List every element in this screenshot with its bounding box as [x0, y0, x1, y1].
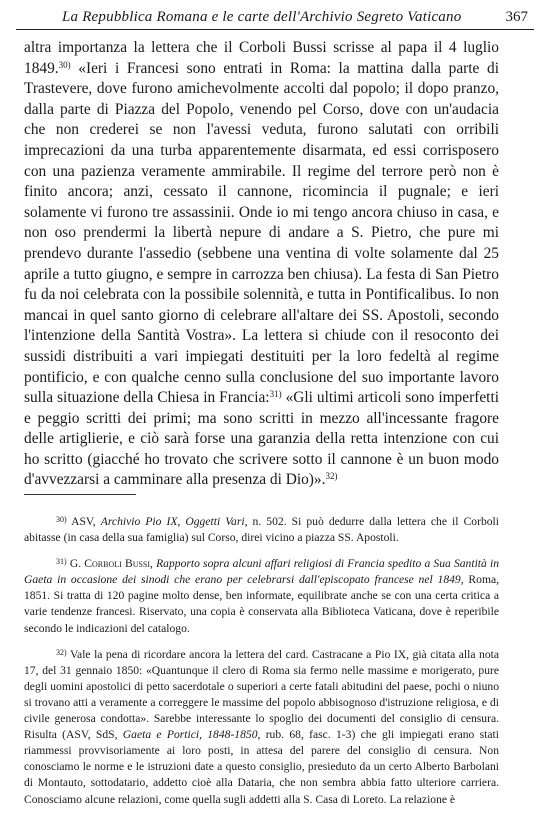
footnote-31	[24, 556, 499, 636]
body-text-segment: «Ieri i Francesi sono entrati in Roma: la mattina dalla parte di Trastevere, dove furono amichevolmente accolti dal popolo; il dopo pranzo, dalla parte di Piazza del Popolo, venendo pel Corso, dove con un'audacia che non crederei se non l'avessi veduta, furono salutati con orribili imprecazioni da una turba apparentemente disarmata, ed essi corrisposero con una pazienza veramente ammirabile. Il regime del terrore però non è finito ancora; anzi, cessato il cannone, ricomincia il pugnale; e ieri solamente vi furono tre assassinii. Onde io mi tengo ancora chiuso in casa, e non oso prendermi la libertà nepure di andare a S. Pietro, che pure mi prendevo durante l'assedio (sebbene una ventina di volte solamente dal 25 aprile a tutto giugno, e sempre in carrozza ben chiusa). La festa di San Pietro fu da noi celebrata con la possibile solennità, e tutta in Pontificalibus. Io non mancai in quel santo giorno di celebrare all'altare dei SS. Apostoli, secondo l'intenzione della Santità Vostra». La lettera si chiude con il resoconto dei sussidi distribuiti a vari impiegati destituiti per la loro fedeltà al regime pontificio, e con qualche cenno sulla conclusione del suo importante lavoro sulla situazione della Chiesa in Francia:	[24, 59, 499, 407]
footnote-archive-title: Archivio Pio IX, Oggetti Vari	[100, 515, 245, 528]
body-text-segment: «Gli ultimi articoli sono imperfetti e peggio scritti dei primi; ma sono scritti in mezzo all'incessante fragore delle artiglierie, e ciò sarà forse una garanzia della retta intenzione con cui ho scritto (giacché ho trovato che scrivere sotto il cannone è un buon modo d'avvezzarsi a camminare alla presenza di Dio)».	[24, 389, 499, 489]
page-number: 367	[505, 9, 528, 25]
footnote-text: , n. 502. Si può dedurre dalla lettera che il Corboli abitasse (in casa della sua famiglia) sul Corso, direi vicino a piazza SS. Apostoli.	[24, 515, 499, 545]
running-head	[16, 7, 534, 30]
footnote-number: 31)	[56, 557, 67, 567]
footnote-text: , rub. 68, fasc. 1-3) che gli impiegati erano stati riammessi provvisoriamente ai loro posti, in attesa del parere del consiglio di censura. Non conosciamo le norme e le istruzioni date a questo consiglio, presieduto da un certo Alberto Barbolani di Montauto, sottodatario, addetto cioè alla Dataria, che non sembra abbia fatto ulteriore carriera. Conosciamo alcune relazioni, come quella sugli addetti alla S. Casa di Loreto. La relazione è	[24, 728, 499, 806]
body-text-segment: altra importanza la lettera che il Corboli Bussi scrisse al papa il 4 luglio 1849.	[24, 39, 499, 77]
footnote-ref-31[interactable]: 31)	[269, 389, 282, 400]
footnote-separator	[24, 494, 136, 495]
footnote-text: ASV,	[66, 515, 101, 528]
footnote-32	[24, 647, 499, 808]
footnote-ref-32[interactable]: 32)	[325, 471, 338, 482]
footnotes	[24, 514, 499, 818]
footnote-series-title: Gaeta e Portici, 1848-1850	[122, 728, 258, 742]
footnote-text: , Roma, 1851. Si tratta di 120 pagine molto dense, ben informate, equilibrate anche se con una certa critica a varie tendenze francesi. Riservato, una copia è conservata alla Biblioteca Vaticana, dove è reperibile secondo le indicazioni del catalogo.	[24, 573, 500, 635]
footnote-text: G.	[66, 557, 85, 571]
body-paragraph	[24, 38, 499, 491]
footnote-text: Vale la pena di ricordare ancora la lettera del card. Castracane a Pio IX, già citata alla nota 17, del 31 gennaio 1850: «Quantunque il clero di Roma sia fermo nelle massime e morigerato, pure degli uomini apostolici di petto sacerdotale o superiori a certe fatali abitudini del paese, pochi o niuno si trovano atti a veramente a correggere le massime del popolo abbisognoso d'istruzione religiosa, e di civile generosa condotta». Sarebbe interessante lo spoglio dei documenti del consiglio di censura. Risulta (ASV, SdS,	[24, 647, 499, 742]
footnote-author: Corboli Bussi	[84, 557, 151, 571]
footnote-30	[24, 514, 499, 546]
footnote-number: 32)	[56, 647, 67, 657]
footnote-ref-30[interactable]: 30)	[58, 59, 71, 70]
footnote-text: ,	[150, 557, 157, 571]
footnote-number: 30)	[56, 515, 67, 524]
footnote-book-title: Rapporto sopra alcuni affari religiosi di Francia spedito a Sua Santità in Gaeta in occasione dei sinodi che erano per celebrarsi dall'episcopato francese nel 1849	[24, 557, 499, 587]
running-title: La Repubblica Romana e le carte dell'Archivio Segreto Vaticano	[62, 9, 462, 25]
